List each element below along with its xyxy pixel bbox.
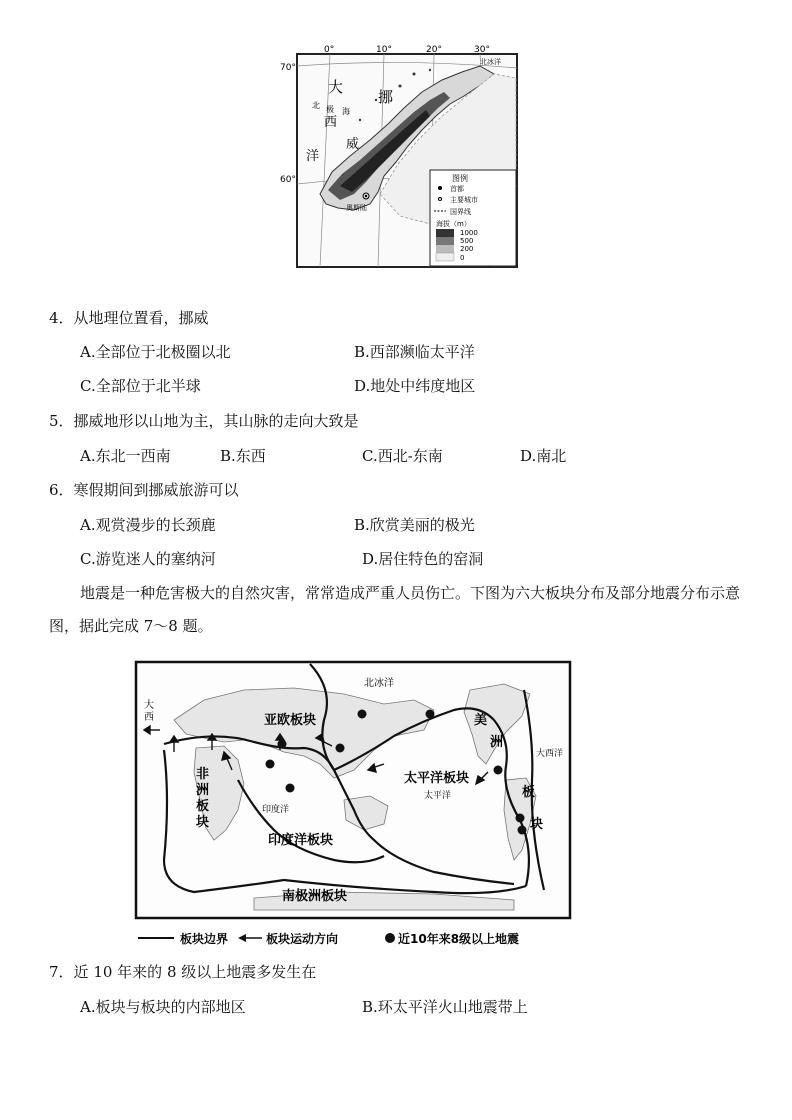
legend-title: 图例 (452, 174, 468, 183)
q5-option-d[interactable]: D.南北 (520, 447, 567, 465)
label-atlantic-left-1: 大 (144, 700, 154, 711)
legend-level-1000: 1000 (460, 229, 478, 237)
label-american-1: 美 (474, 713, 488, 728)
label-atlantic-left-2: 西 (144, 712, 154, 723)
lon-label-30: 30° (474, 45, 490, 55)
question-4 (49, 308, 209, 328)
label-yang: 洋 (306, 149, 320, 164)
legend-boundary: 板块边界 (180, 932, 229, 946)
q5-option-a[interactable]: A.东北一西南 (80, 447, 171, 465)
question-5-number: 5． (49, 412, 74, 430)
label-african-2: 洲 (196, 783, 210, 798)
label-wei: 威 (346, 137, 360, 152)
label-pacific-ocean: 太平洋 (424, 791, 452, 801)
label-african-1: 非 (196, 767, 210, 782)
legend-swatch-1000 (436, 229, 454, 237)
passage-intro: 地震是一种危害极大的自然灾害，常常造成严重人员伤亡。下图为六大板块分布及部分地震分布示意图，据此完成 7～8 题。 (49, 584, 741, 635)
q6-option-d[interactable]: D.居住特色的窑洞 (362, 550, 484, 568)
label-arctic-ocean-2: 北冰洋 (364, 678, 394, 689)
label-north: 北 (312, 101, 320, 110)
lon-label-20: 20° (426, 45, 442, 55)
legend-capital-symbol (438, 186, 442, 190)
legend-swatch-0 (436, 253, 454, 261)
q6-option-b[interactable]: B.欣赏美丽的极光 (354, 516, 475, 534)
plates-map-svg (134, 660, 574, 950)
legend-level-0: 0 (460, 254, 465, 262)
q6-option-c[interactable]: C.游览迷人的塞纳河 (80, 550, 216, 568)
lon-label-0: 0° (324, 45, 335, 55)
label-indian-plate: 印度洋板块 (268, 833, 334, 848)
q4-option-d[interactable]: D.地处中纬度地区 (354, 377, 476, 395)
label-american-2: 洲 (490, 735, 504, 750)
legend-swatch-500 (436, 237, 454, 245)
label-xi: 西 (324, 115, 338, 130)
question-4-stem: 从地理位置看，挪威 (73, 309, 209, 327)
q7-option-b[interactable]: B.环太平洋火山地震带上 (362, 998, 528, 1016)
norway-map-svg (280, 44, 520, 272)
question-7-number: 7． (49, 963, 74, 981)
label-american-4: 块 (530, 817, 544, 832)
label-american-3: 板 (522, 785, 536, 800)
question-7 (49, 962, 316, 982)
label-arctic-ocean: 北冰洋 (480, 58, 501, 66)
legend-motion-arrowhead (238, 934, 246, 942)
lon-label-10: 10° (376, 45, 392, 55)
legend-motion: 板块运动方向 (266, 932, 339, 946)
capital-dot (365, 195, 367, 197)
label-african-4: 块 (196, 815, 210, 830)
map2-legend (138, 931, 519, 946)
norway-map (280, 44, 520, 272)
legend-elev: 海拔（m） (436, 220, 471, 228)
q7-option-a[interactable]: A.板块与板块的内部地区 (80, 998, 246, 1016)
q4-option-c[interactable]: C.全部位于北半球 (80, 377, 201, 395)
plates-map (134, 660, 574, 950)
question-7-stem: 近 10 年来的 8 级以上地震多发生在 (73, 963, 317, 981)
question-4-number: 4． (49, 309, 74, 327)
legend-capital: 首都 (450, 185, 464, 193)
q4-option-b[interactable]: B.西部濒临太平洋 (354, 343, 475, 361)
label-atlantic-right: 大西洋 (536, 749, 564, 759)
lat-label-60: 60° (280, 175, 296, 185)
question-6-number: 6． (49, 481, 74, 499)
q5-option-b[interactable]: B.东西 (220, 447, 266, 465)
label-antarctic-plate: 南极洲板块 (282, 889, 348, 904)
legend-quake: 近10年来8级以上地震 (398, 932, 520, 946)
label-nuo: 挪 (378, 88, 394, 106)
question-5-stem: 挪威地形以山地为主，其山脉的走向大致是 (73, 412, 359, 430)
label-indian-ocean: 印度洋 (262, 805, 290, 815)
question-6-stem: 寒假期间到挪威旅游可以 (73, 481, 239, 499)
label-eurasian-plate: 亚欧板块 (264, 713, 317, 728)
q6-option-a[interactable]: A.观赏漫步的长颈鹿 (80, 516, 216, 534)
q5-option-c[interactable]: C.西北-东南 (362, 447, 443, 465)
question-6 (49, 480, 239, 500)
label-ji: 极 (326, 105, 334, 114)
legend-level-200: 200 (460, 245, 474, 253)
question-5 (49, 411, 359, 431)
q4-option-a[interactable]: A.全部位于北极圈以北 (80, 343, 231, 361)
label-pacific-plate: 太平洋板块 (404, 771, 470, 786)
label-da: 大 (328, 78, 344, 96)
legend-city: 主要城市 (450, 196, 478, 204)
label-hai: 海 (342, 107, 350, 116)
label-african-3: 板 (196, 799, 210, 814)
legend-border: 国界线 (450, 208, 471, 216)
legend-level-500: 500 (460, 237, 474, 245)
label-capital-oslo: 奥斯陆 (346, 204, 367, 212)
legend-quake-symbol (385, 933, 395, 943)
lat-label-70: 70° (280, 63, 296, 73)
map1-legend (430, 170, 516, 266)
legend-swatch-200 (436, 245, 454, 253)
